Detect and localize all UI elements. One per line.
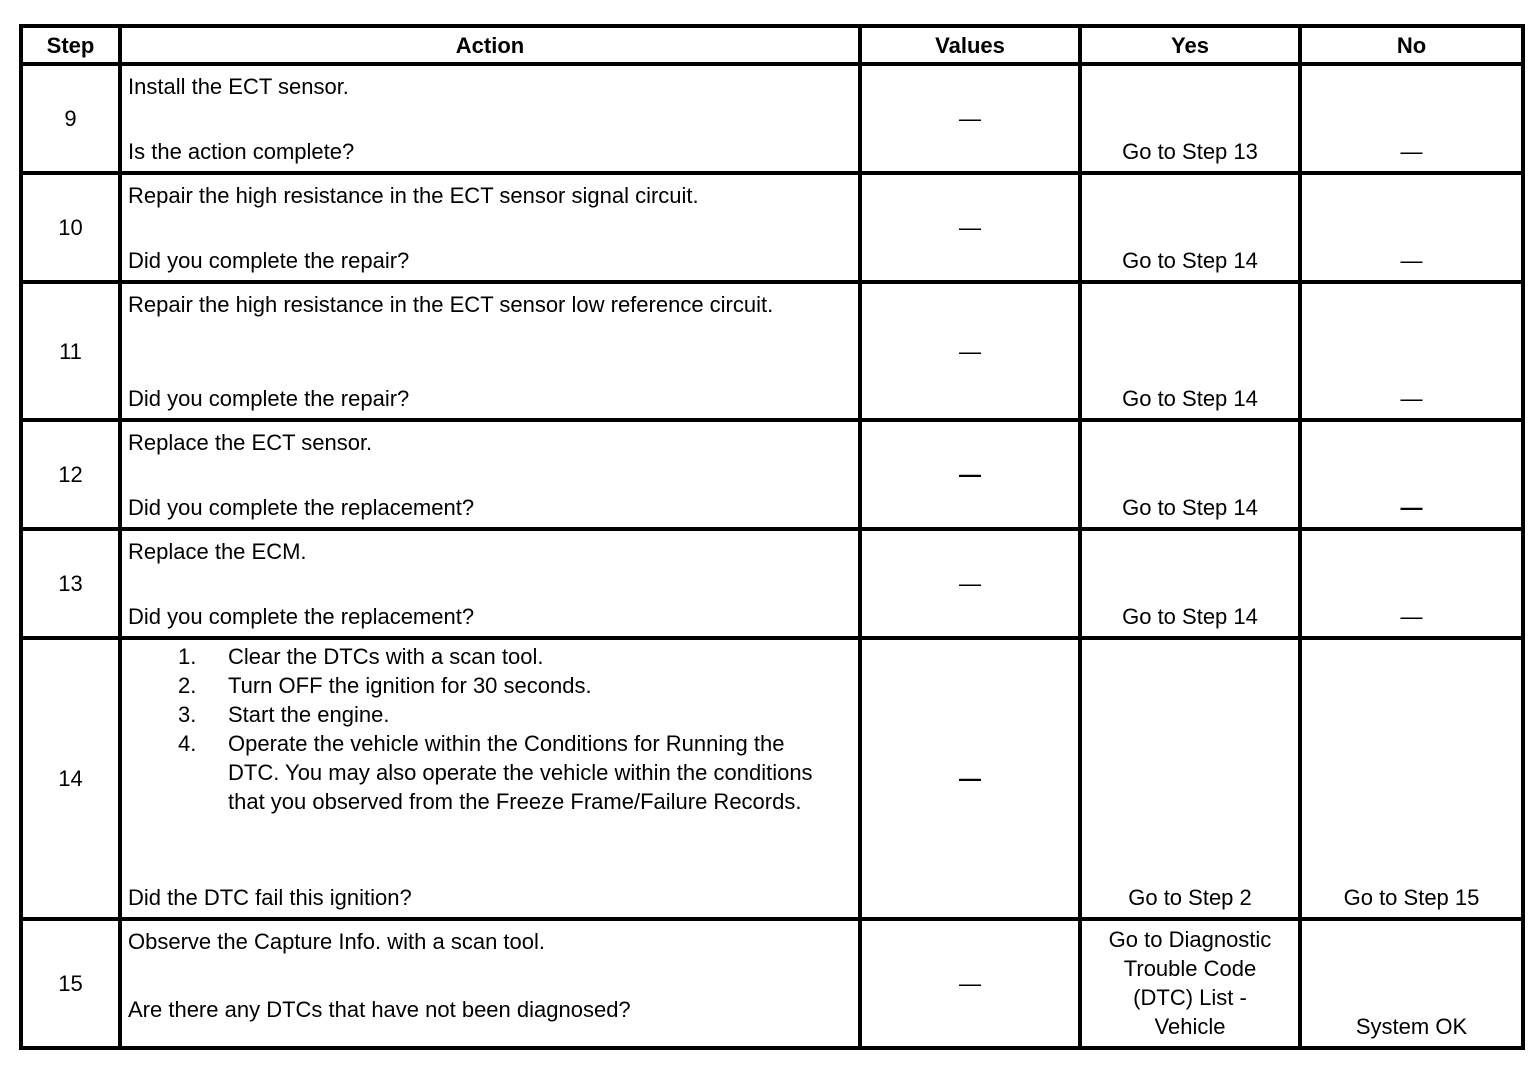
list-item [128, 729, 852, 816]
values-cell: — [860, 282, 1080, 420]
no-text: System OK [1355, 1014, 1468, 1039]
action-cell [120, 282, 860, 420]
list-item [128, 642, 852, 671]
list-item-number: 4. [178, 731, 197, 756]
header-row [21, 26, 1523, 64]
action-cell [120, 64, 860, 173]
yes-cell [1080, 638, 1300, 919]
yes-cell [1080, 919, 1300, 1048]
action-text: Repair the high resistance in the ECT sensor signal circuit. [128, 183, 699, 208]
header-step: Step [21, 26, 120, 64]
list-item-number: 3. [178, 702, 197, 727]
table-row [21, 173, 1523, 282]
action-question: Did you complete the replacement? [128, 604, 475, 629]
step-number: 10 [21, 173, 120, 282]
no-text: Go to Step 15 [1343, 885, 1480, 910]
action-question: Is the action complete? [128, 139, 355, 164]
list-item-text: Operate the vehicle within the Conditions for Running the DTC. You may also operate the vehicle within the conditions that you observed from the Freeze Frame/Failure Records. [228, 731, 813, 814]
table-row [21, 64, 1523, 173]
action-text: Replace the ECT sensor. [128, 430, 373, 455]
action-question: Did you complete the replacement? [128, 495, 475, 520]
no-text: — [1400, 139, 1423, 164]
header-no: No [1300, 26, 1523, 64]
yes-cell [1080, 173, 1300, 282]
list-item-number: 1. [178, 644, 197, 669]
yes-cell [1080, 282, 1300, 420]
step-number: 14 [21, 638, 120, 919]
yes-cell [1080, 420, 1300, 529]
no-text: — [1400, 248, 1423, 273]
no-cell [1300, 64, 1523, 173]
action-text: Observe the Capture Info. with a scan tool. [128, 929, 546, 954]
step-number: 13 [21, 529, 120, 638]
table-row [21, 282, 1523, 420]
action-question: Are there any DTCs that have not been diagnosed? [128, 997, 631, 1022]
no-cell [1300, 529, 1523, 638]
values-cell: — [860, 529, 1080, 638]
header-values: Values [860, 26, 1080, 64]
action-cell [120, 919, 860, 1048]
values-cell: — [860, 173, 1080, 282]
yes-text: Go to Step 14 [1122, 604, 1258, 629]
no-text: — [1400, 386, 1423, 411]
table-row [21, 638, 1523, 919]
no-cell [1300, 173, 1523, 282]
step-number: 9 [21, 64, 120, 173]
no-text: — [1400, 495, 1423, 520]
action-cell [120, 638, 860, 919]
list-item-text: Start the engine. [228, 702, 390, 727]
diagnostic-table [19, 24, 1525, 1050]
no-cell [1300, 282, 1523, 420]
header-yes: Yes [1080, 26, 1300, 64]
action-question: Did the DTC fail this ignition? [128, 885, 412, 910]
list-item [128, 700, 852, 729]
yes-text: Go to Step 14 [1122, 248, 1258, 273]
values-cell: — [860, 420, 1080, 529]
step-number: 15 [21, 919, 120, 1048]
table-row [21, 420, 1523, 529]
yes-text: Go to Step 14 [1122, 386, 1258, 411]
list-item-text: Turn OFF the ignition for 30 seconds. [228, 673, 592, 698]
action-text: Replace the ECM. [128, 539, 307, 564]
yes-text: Go to Step 2 [1128, 885, 1252, 910]
list-item [128, 671, 852, 700]
values-cell: — [860, 638, 1080, 919]
table-row [21, 919, 1523, 1048]
list-item-number: 2. [178, 673, 197, 698]
yes-cell [1080, 64, 1300, 173]
step-number: 12 [21, 420, 120, 529]
action-question: Did you complete the repair? [128, 248, 410, 273]
yes-cell [1080, 529, 1300, 638]
step-number: 11 [21, 282, 120, 420]
no-cell [1300, 919, 1523, 1048]
values-cell: — [860, 64, 1080, 173]
yes-text: Go to Step 13 [1122, 139, 1258, 164]
action-text: Install the ECT sensor. [128, 74, 349, 99]
header-action: Action [120, 26, 860, 64]
action-cell [120, 420, 860, 529]
action-text: Repair the high resistance in the ECT sensor low reference circuit. [128, 292, 774, 317]
action-steps-list [128, 642, 852, 816]
no-cell [1300, 638, 1523, 919]
action-cell [120, 529, 860, 638]
table-row [21, 529, 1523, 638]
values-cell: — [860, 919, 1080, 1048]
action-cell [120, 173, 860, 282]
no-text: — [1400, 604, 1423, 629]
yes-text: Go to Step 14 [1122, 495, 1258, 520]
list-item-text: Clear the DTCs with a scan tool. [228, 644, 544, 669]
no-cell [1300, 420, 1523, 529]
yes-text: Go to Diagnostic Trouble Code (DTC) List - Vehicle [1108, 927, 1272, 1039]
action-question: Did you complete the repair? [128, 386, 410, 411]
